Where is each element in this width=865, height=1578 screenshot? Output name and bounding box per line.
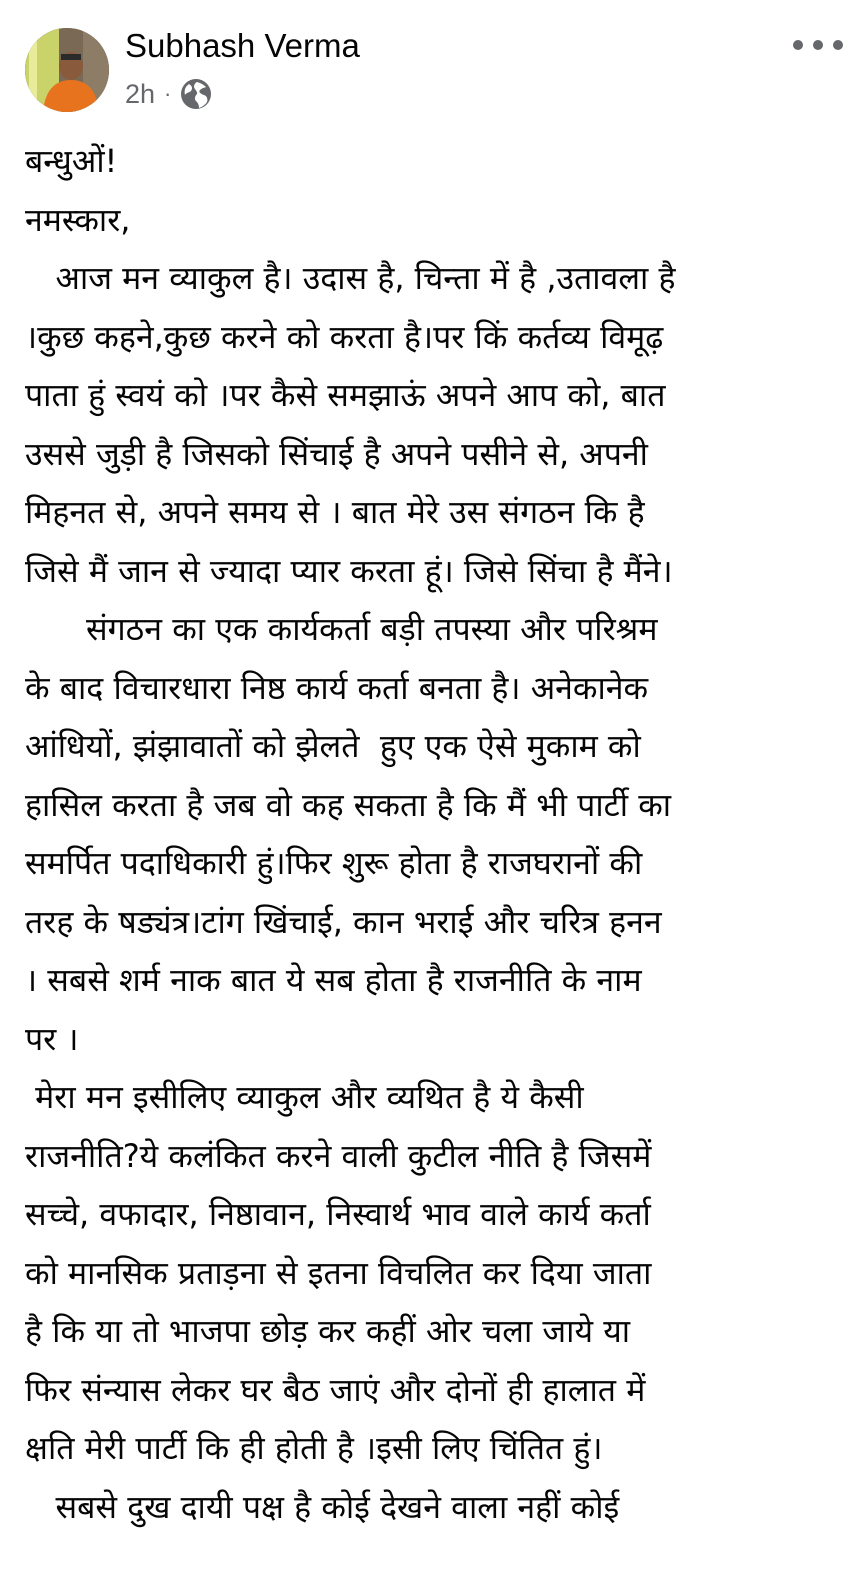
post-line: आज मन व्याकुल है। उदास है, चिन्ता में है ,उतावला है	[25, 259, 676, 297]
post-text	[25, 132, 840, 1536]
more-options-icon	[833, 40, 843, 50]
post-line: को मानसिक प्रताड़ना से इतना विचलित कर दिया जाता	[25, 1253, 652, 1292]
post-line: के बाद विचारधारा निष्ठ कार्य कर्ता बनता है। अनेकानेक	[25, 668, 649, 707]
more-options-icon	[793, 40, 803, 50]
post-line: तरह के षड्यंत्र।टांग खिंचाई, कान भराई और चरित्र हनन	[25, 902, 662, 941]
post-meta	[125, 76, 212, 112]
author-name[interactable]: Subhash Verma	[125, 27, 360, 64]
post-line: क्षति मेरी पार्टी कि ही होती है ।इसी लिए चिंतित हुं।	[25, 1429, 603, 1467]
post-line: सच्चे, वफादार, निष्ठावान, निस्वार्थ भाव वाले कार्य कर्ता	[25, 1195, 651, 1233]
post-line: बन्धुओं!	[25, 142, 118, 180]
post-line: फिर संन्यास लेकर घर बैठ जाएं और दोनों ही हालात में	[25, 1370, 646, 1409]
post-line: मिहनत से, अपने समय से । बात मेरे उस संगठन कि है	[25, 493, 645, 531]
post-line: ।कुछ कहने,कुछ करने को करता है।पर किं कर्तव्य विमूढ़	[25, 317, 664, 356]
author-avatar[interactable]	[25, 28, 109, 112]
post-line: है कि या तो भाजपा छोड़ कर कहीं ओर चला जाये या	[25, 1312, 631, 1350]
post-timestamp[interactable]: 2h	[125, 78, 156, 109]
post-line: राजनीति?ये कलंकित करने वाली कुटील नीति है जिसमें	[25, 1136, 652, 1175]
post-line: नमस्कार,	[25, 200, 131, 239]
post-line: पाता हुं स्वयं को ।पर कैसे समझाऊं अपने आप को, बात	[25, 376, 666, 414]
post-line: पर ।	[25, 1019, 79, 1058]
post-line: आंधियों, झंझावातों को झेलते हुए एक ऐसे मुकाम को	[25, 727, 641, 765]
post-line: मेरा मन इसीलिए व्याकुल और व्यथित है ये कैसी	[25, 1078, 584, 1116]
post-line: उससे जुड़ी है जिसको सिंचाई है अपने पसीने से, अपनी	[25, 434, 648, 473]
post-line: हासिल करता है जब वो कह सकता है कि मैं भी पार्टी का	[25, 785, 672, 824]
globe-icon[interactable]	[180, 78, 212, 110]
post-line: जिसे मैं जान से ज्यादा प्यार करता हूं। जिसे सिंचा है मैंने।	[25, 551, 673, 590]
more-options-button[interactable]	[793, 30, 843, 60]
post-header	[0, 0, 865, 128]
post-line: संगठन का एक कार्यकर्ता बड़ी तपस्या और परिश्रम	[25, 610, 658, 648]
post-line: । सबसे शर्म नाक बात ये सब होता है राजनीति के नाम	[25, 961, 642, 999]
meta-separator: ·	[164, 81, 172, 106]
post-line: सबसे दुख दायी पक्ष है कोई देखने वाला नहीं कोई	[25, 1487, 620, 1526]
post-line: समर्पित पदाधिकारी हुं।फिर शुरू होता है राजघरानों की	[25, 844, 643, 882]
avatar-photo-icon	[25, 28, 109, 112]
more-options-icon	[813, 40, 823, 50]
